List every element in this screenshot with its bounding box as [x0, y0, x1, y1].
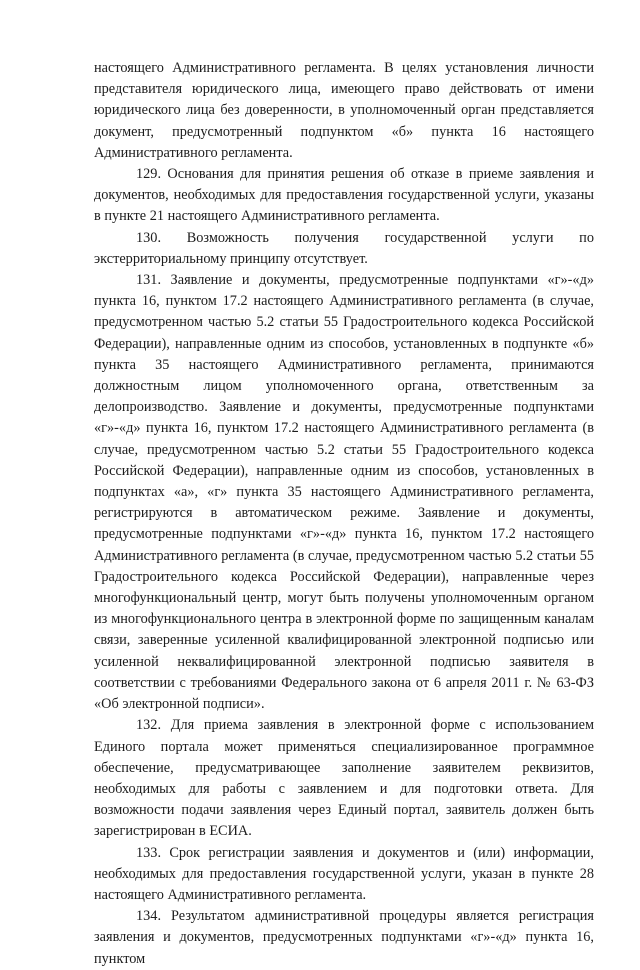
paragraph-129: 129. Основания для принятия решения об отказе в приеме заявления и документов, необходимых для предоставления государственной услуги, указаны в пункте 21 настоящего Административного регламента.	[94, 166, 594, 225]
paragraph-134: 134. Результатом административной процедуры является регистрация заявления и документов, предусмотренных подпунктами «г»-«д» пункта 16, пунктом	[94, 908, 594, 967]
paragraph-continuation: настоящего Административного регламента. В целях установления личности представителя юридического лица, имеющего право действовать от имени юридического лица без доверенности, в уполномоченный орган представляется документ, предусмотренный подпунктом «б» пункта 16 настоящего Административного регламента.	[94, 60, 594, 161]
paragraph-130: 130. Возможность получения государственной услуги по экстерриториальному принципу отсутствует.	[94, 229, 594, 267]
paragraph-132: 132. Для приема заявления в электронной форме с использованием Единого портала может применяться специализированное программное обеспечение, предусматривающее заполнение заявителем реквизитов, необходимых для работы с заявлением и для подготовки ответа. Для возможности подачи заявления через Единый портал, заявитель должен быть зарегистрирован в ЕСИА.	[94, 717, 594, 840]
paragraph-133: 133. Срок регистрации заявления и документов и (или) информации, необходимых для предоставления государственной услуги, указан в пункте 28 настоящего Административного регламента.	[94, 844, 594, 903]
document-page	[94, 58, 594, 970]
paragraph-131: 131. Заявление и документы, предусмотренные подпунктами «г»-«д» пункта 16, пунктом 17.2 настоящего Административного регламента (в случае, предусмотренном частью 5.2 статьи 55 Градостроительного кодекса Российской Федерации), направленные одним из способов, установленных в подпункте «б» пункта 35 настоящего Административного регламента, принимаются должностным лицом уполномоченного органа, ответственным за делопроизводство. Заявление и документы, предусмотренные подпунктами «г»-«д» пункта 16, пунктом 17.2 настоящего Административного регламента (в случае, предусмотренном частью 5.2 статьи 55 Градостроительного кодекса Российской Федерации), направленные одним из способов, установленных в подпунктах «а», «г» пункта 35 настоящего Административного регламента, регистрируются в автоматическом режиме. Заявление и документы, предусмотренные подпунктами «г»-«д» пункта 16, пунктом 17.2 настоящего Административного регламента (в случае, предусмотренном частью 5.2 статьи 55 Градостроительного кодекса Российской Федерации), направленные через многофункциональный центр, могут быть получены уполномоченным органом из многофункционального центра в электронной форме по защищенным каналам связи, заверенные усиленной квалифицированной электронной подписью или усиленной неквалифицированной электронной подписью заявителя в соответствии с требованиями Федерального закона от 6 апреля 2011 г. № 63-ФЗ «Об электронной подписи».	[94, 272, 594, 713]
